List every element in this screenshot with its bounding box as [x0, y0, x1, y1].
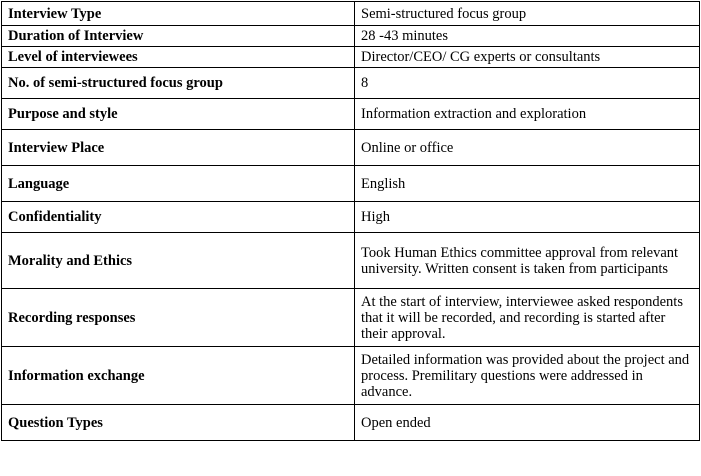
- row-label: Question Types: [2, 405, 355, 441]
- row-label: Recording responses: [2, 289, 355, 347]
- row-value: 28 -43 minutes: [355, 26, 700, 47]
- row-label: Confidentiality: [2, 202, 355, 233]
- table-row: [2, 166, 700, 202]
- row-label: No. of semi-structured focus group: [2, 68, 355, 99]
- row-label: Morality and Ethics: [2, 233, 355, 289]
- row-label: Information exchange: [2, 347, 355, 405]
- table-row: [2, 26, 700, 47]
- table-row: [2, 405, 700, 441]
- table-row: [2, 99, 700, 130]
- table-row: [2, 2, 700, 26]
- row-label: Language: [2, 166, 355, 202]
- row-value: Took Human Ethics committee approval from relevant university. Written consent is taken from participants: [355, 233, 700, 289]
- row-label: Level of interviewees: [2, 47, 355, 68]
- row-value: Director/CEO/ CG experts or consultants: [355, 47, 700, 68]
- row-value: Online or office: [355, 130, 700, 166]
- table-row: [2, 130, 700, 166]
- row-value: High: [355, 202, 700, 233]
- table-row: [2, 202, 700, 233]
- table-row: [2, 347, 700, 405]
- row-value: Semi-structured focus group: [355, 2, 700, 26]
- row-value: English: [355, 166, 700, 202]
- row-label: Duration of Interview: [2, 26, 355, 47]
- row-label: Interview Place: [2, 130, 355, 166]
- row-value: Information extraction and exploration: [355, 99, 700, 130]
- row-label: Interview Type: [2, 2, 355, 26]
- table-row: [2, 289, 700, 347]
- interview-details-table: [1, 1, 700, 441]
- row-value: At the start of interview, interviewee asked respondents that it will be recorded, and recording is started after their approval.: [355, 289, 700, 347]
- table-row: [2, 233, 700, 289]
- row-value: Open ended: [355, 405, 700, 441]
- row-value: 8: [355, 68, 700, 99]
- row-value: Detailed information was provided about the project and process. Premilitary questions were addressed in advance.: [355, 347, 700, 405]
- row-label: Purpose and style: [2, 99, 355, 130]
- table-row: [2, 68, 700, 99]
- table-row: [2, 47, 700, 68]
